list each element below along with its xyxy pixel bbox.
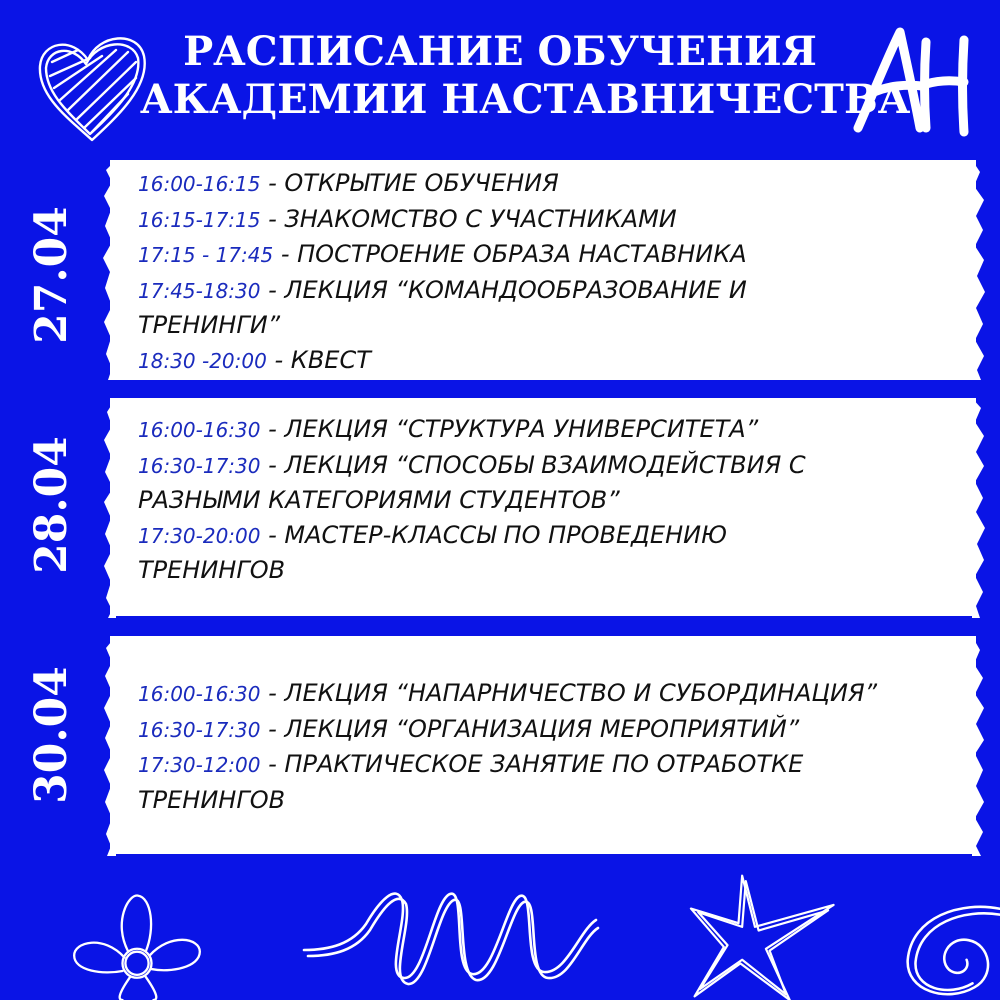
schedule-item [138,166,956,202]
torn-edge [972,636,986,856]
schedule-card-day-1 [110,160,976,380]
activity-text: - ЛЕКЦИЯ “СТРУКТУРА УНИВЕРСИТЕТА” [260,415,759,443]
activity-text: - КВЕСТ [266,345,371,374]
academy-logo [848,16,978,146]
schedule-list-day-3 [138,676,956,817]
schedule-item [138,712,956,748]
activity-text: - ЗНАКОМСТВО С УЧАСТНИКАМИ [260,204,677,233]
flower-doodle-icon [62,884,212,1000]
activity-text: - ЛЕКЦИЯ “ОРГАНИЗАЦИЯ МЕРОПРИЯТИЙ” [260,714,800,743]
schedule-list-day-1 [138,166,956,378]
schedule-item [138,237,956,273]
torn-edge [102,398,116,618]
star-doodle-icon [680,872,850,1000]
schedule-item [138,343,956,379]
title-line-1: РАСПИСАНИЕ ОБУЧЕНИЯ [183,28,817,75]
wave-doodle-icon [300,880,600,990]
time-range: 16:00-16:15 [138,172,261,196]
activity-text: - МАСТЕР-КЛАССЫ ПО ПРОВЕДЕНИЮ ТРЕНИНГОВ [138,520,727,584]
time-range: 16:30-17:30 [138,453,261,478]
schedule-item [138,412,956,448]
time-range: 17:30-20:00 [138,523,261,548]
date-label-day-1: 27.04 [26,206,77,344]
time-range: 16:00-16:30 [138,418,261,442]
spiral-doodle-icon [892,900,1000,1000]
date-label-day-3: 30.04 [26,666,77,804]
activity-text: - ЛЕКЦИЯ “СПОСОБЫ ВЗАИМОДЕЙСТВИЯ С РАЗНЫМИ КАТЕГОРИЯМИ СТУДЕНТОВ” [138,450,806,514]
torn-edge [972,398,986,618]
schedule-item [138,747,858,817]
torn-edge [972,160,986,380]
time-range: 16:15-17:15 [138,207,261,232]
schedule-item [138,202,956,238]
time-range: 17:15 - 17:45 [138,243,274,267]
torn-edge [102,636,116,856]
schedule-list-day-2 [138,412,956,588]
schedule-item [138,676,956,712]
activity-text: - ПРАКТИЧЕСКОЕ ЗАНЯТИЕ ПО ОТРАБОТКЕ ТРЕНИНГОВ [138,750,804,814]
activity-text: - ЛЕКЦИЯ “НАПАРНИЧЕСТВО И СУБОРДИНАЦИЯ” [260,679,878,707]
time-range: 16:30-17:30 [138,717,261,742]
heart-doodle-icon [28,22,158,152]
time-range: 18:30 -20:00 [138,348,267,373]
schedule-item [138,273,818,343]
time-range: 17:45-18:30 [138,278,261,303]
schedule-card-day-3 [110,636,976,854]
schedule-card-day-2 [110,398,976,616]
date-label-day-2: 28.04 [26,436,77,574]
activity-text: - ЛЕКЦИЯ “КОМАНДООБРАЗОВАНИЕ И ТРЕНИНГИ” [138,275,747,339]
time-range: 16:00-16:30 [138,682,261,706]
schedule-item [138,448,898,518]
activity-text: - ПОСТРОЕНИЕ ОБРАЗА НАСТАВНИКА [273,240,747,268]
torn-edge [102,160,116,380]
schedule-item [138,518,818,588]
title-line-2: АКАДЕМИИ НАСТАВНИЧЕСТВА [140,76,911,123]
activity-text: - ОТКРЫТИЕ ОБУЧЕНИЯ [260,169,559,197]
time-range: 17:30-12:00 [138,753,261,777]
page-title [140,28,911,124]
